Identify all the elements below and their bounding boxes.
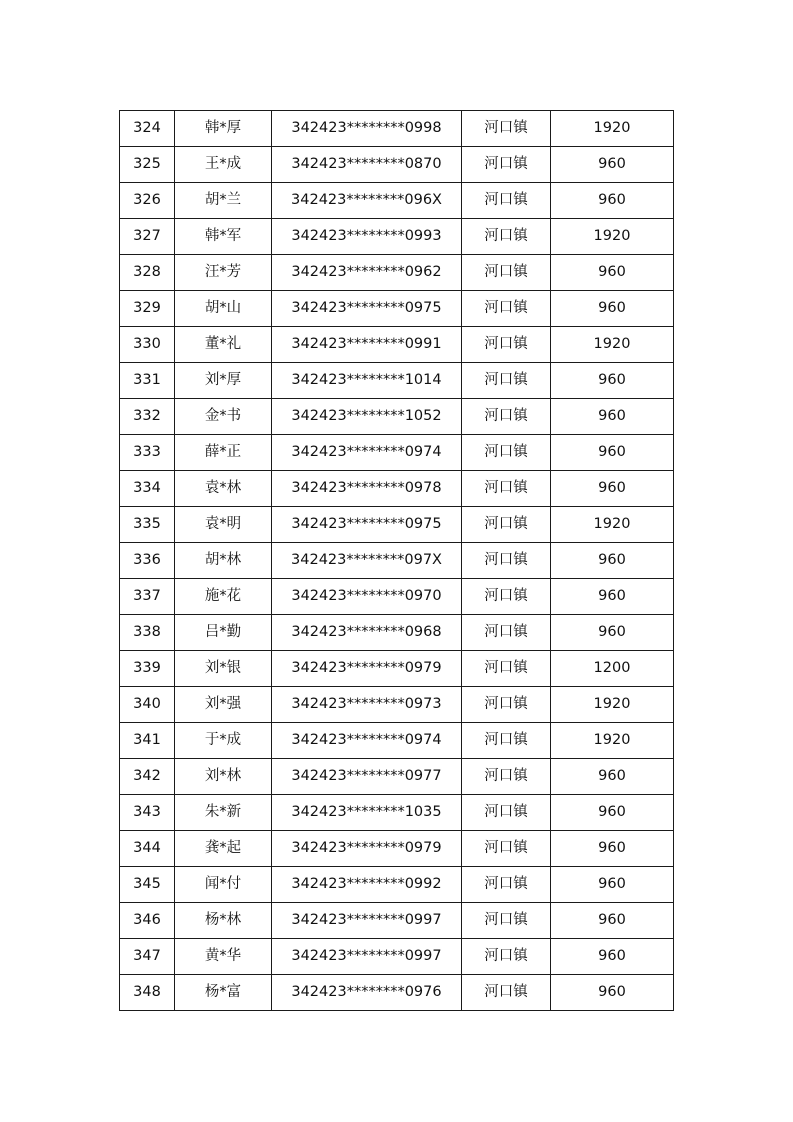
town-cell: 河口镇: [462, 795, 551, 831]
name-cell: 朱*新: [175, 795, 272, 831]
amount-cell: 960: [551, 543, 674, 579]
table-body: [120, 111, 674, 1011]
name-cell: 吕*勤: [175, 615, 272, 651]
name-cell: 于*成: [175, 723, 272, 759]
table-row: [120, 975, 674, 1011]
id-number-cell: 342423********0979: [272, 831, 462, 867]
name-cell: 韩*军: [175, 219, 272, 255]
town-cell: 河口镇: [462, 687, 551, 723]
id-number-cell: 342423********0977: [272, 759, 462, 795]
amount-cell: 960: [551, 615, 674, 651]
name-cell: 胡*林: [175, 543, 272, 579]
row-number-cell: 335: [120, 507, 175, 543]
amount-cell: 960: [551, 579, 674, 615]
row-number-cell: 333: [120, 435, 175, 471]
amount-cell: 1920: [551, 687, 674, 723]
amount-cell: 960: [551, 903, 674, 939]
table-row: [120, 363, 674, 399]
name-cell: 杨*富: [175, 975, 272, 1011]
id-number-cell: 342423********0968: [272, 615, 462, 651]
id-number-cell: 342423********0998: [272, 111, 462, 147]
row-number-cell: 346: [120, 903, 175, 939]
table-row: [120, 759, 674, 795]
id-number-cell: 342423********0974: [272, 435, 462, 471]
row-number-cell: 342: [120, 759, 175, 795]
town-cell: 河口镇: [462, 831, 551, 867]
table-row: [120, 147, 674, 183]
table-row: [120, 507, 674, 543]
town-cell: 河口镇: [462, 183, 551, 219]
row-number-cell: 344: [120, 831, 175, 867]
amount-cell: 960: [551, 255, 674, 291]
row-number-cell: 345: [120, 867, 175, 903]
amount-cell: 960: [551, 795, 674, 831]
town-cell: 河口镇: [462, 399, 551, 435]
town-cell: 河口镇: [462, 975, 551, 1011]
id-number-cell: 342423********0962: [272, 255, 462, 291]
table-row: [120, 939, 674, 975]
id-number-cell: 342423********0997: [272, 903, 462, 939]
name-cell: 胡*山: [175, 291, 272, 327]
row-number-cell: 331: [120, 363, 175, 399]
amount-cell: 960: [551, 975, 674, 1011]
town-cell: 河口镇: [462, 651, 551, 687]
town-cell: 河口镇: [462, 471, 551, 507]
table-row: [120, 615, 674, 651]
name-cell: 袁*明: [175, 507, 272, 543]
id-number-cell: 342423********1014: [272, 363, 462, 399]
town-cell: 河口镇: [462, 111, 551, 147]
name-cell: 刘*厚: [175, 363, 272, 399]
id-number-cell: 342423********0970: [272, 579, 462, 615]
table-row: [120, 687, 674, 723]
name-cell: 闻*付: [175, 867, 272, 903]
table-row: [120, 291, 674, 327]
table-row: [120, 183, 674, 219]
town-cell: 河口镇: [462, 759, 551, 795]
name-cell: 王*成: [175, 147, 272, 183]
table-row: [120, 399, 674, 435]
town-cell: 河口镇: [462, 867, 551, 903]
amount-cell: 960: [551, 759, 674, 795]
town-cell: 河口镇: [462, 579, 551, 615]
id-number-cell: 342423********0978: [272, 471, 462, 507]
table-row: [120, 471, 674, 507]
amount-cell: 960: [551, 471, 674, 507]
amount-cell: 1920: [551, 219, 674, 255]
name-cell: 汪*芳: [175, 255, 272, 291]
table-row: [120, 867, 674, 903]
amount-cell: 1920: [551, 111, 674, 147]
amount-cell: 960: [551, 183, 674, 219]
id-number-cell: 342423********0973: [272, 687, 462, 723]
town-cell: 河口镇: [462, 327, 551, 363]
row-number-cell: 343: [120, 795, 175, 831]
table-row: [120, 543, 674, 579]
row-number-cell: 329: [120, 291, 175, 327]
id-number-cell: 342423********097X: [272, 543, 462, 579]
row-number-cell: 327: [120, 219, 175, 255]
table-row: [120, 111, 674, 147]
amount-cell: 960: [551, 399, 674, 435]
amount-cell: 1920: [551, 507, 674, 543]
town-cell: 河口镇: [462, 507, 551, 543]
row-number-cell: 348: [120, 975, 175, 1011]
row-number-cell: 339: [120, 651, 175, 687]
id-number-cell: 342423********0992: [272, 867, 462, 903]
row-number-cell: 334: [120, 471, 175, 507]
town-cell: 河口镇: [462, 435, 551, 471]
town-cell: 河口镇: [462, 903, 551, 939]
row-number-cell: 347: [120, 939, 175, 975]
town-cell: 河口镇: [462, 219, 551, 255]
row-number-cell: 332: [120, 399, 175, 435]
name-cell: 施*花: [175, 579, 272, 615]
row-number-cell: 330: [120, 327, 175, 363]
name-cell: 刘*林: [175, 759, 272, 795]
amount-cell: 960: [551, 147, 674, 183]
id-number-cell: 342423********0979: [272, 651, 462, 687]
name-cell: 胡*兰: [175, 183, 272, 219]
row-number-cell: 337: [120, 579, 175, 615]
amount-cell: 960: [551, 939, 674, 975]
town-cell: 河口镇: [462, 363, 551, 399]
town-cell: 河口镇: [462, 939, 551, 975]
id-number-cell: 342423********0870: [272, 147, 462, 183]
row-number-cell: 325: [120, 147, 175, 183]
amount-cell: 960: [551, 435, 674, 471]
amount-cell: 960: [551, 363, 674, 399]
table-row: [120, 579, 674, 615]
town-cell: 河口镇: [462, 291, 551, 327]
table-row: [120, 327, 674, 363]
id-number-cell: 342423********0997: [272, 939, 462, 975]
name-cell: 薛*正: [175, 435, 272, 471]
amount-cell: 960: [551, 867, 674, 903]
town-cell: 河口镇: [462, 615, 551, 651]
id-number-cell: 342423********0974: [272, 723, 462, 759]
row-number-cell: 336: [120, 543, 175, 579]
table-row: [120, 795, 674, 831]
name-cell: 金*书: [175, 399, 272, 435]
row-number-cell: 326: [120, 183, 175, 219]
table-row: [120, 435, 674, 471]
name-cell: 韩*厚: [175, 111, 272, 147]
name-cell: 杨*林: [175, 903, 272, 939]
id-number-cell: 342423********0993: [272, 219, 462, 255]
town-cell: 河口镇: [462, 723, 551, 759]
id-number-cell: 342423********096X: [272, 183, 462, 219]
table-row: [120, 831, 674, 867]
name-cell: 董*礼: [175, 327, 272, 363]
name-cell: 黄*华: [175, 939, 272, 975]
town-cell: 河口镇: [462, 255, 551, 291]
table-row: [120, 651, 674, 687]
town-cell: 河口镇: [462, 147, 551, 183]
row-number-cell: 340: [120, 687, 175, 723]
id-number-cell: 342423********0991: [272, 327, 462, 363]
name-cell: 刘*银: [175, 651, 272, 687]
table-row: [120, 723, 674, 759]
amount-cell: 1920: [551, 327, 674, 363]
subsidy-roster-table: [119, 110, 674, 1011]
amount-cell: 1200: [551, 651, 674, 687]
name-cell: 袁*林: [175, 471, 272, 507]
amount-cell: 960: [551, 291, 674, 327]
row-number-cell: 338: [120, 615, 175, 651]
name-cell: 刘*强: [175, 687, 272, 723]
id-number-cell: 342423********1052: [272, 399, 462, 435]
id-number-cell: 342423********1035: [272, 795, 462, 831]
amount-cell: 960: [551, 831, 674, 867]
town-cell: 河口镇: [462, 543, 551, 579]
table-row: [120, 255, 674, 291]
id-number-cell: 342423********0975: [272, 291, 462, 327]
id-number-cell: 342423********0976: [272, 975, 462, 1011]
row-number-cell: 324: [120, 111, 175, 147]
id-number-cell: 342423********0975: [272, 507, 462, 543]
row-number-cell: 341: [120, 723, 175, 759]
table-row: [120, 219, 674, 255]
table-row: [120, 903, 674, 939]
amount-cell: 1920: [551, 723, 674, 759]
row-number-cell: 328: [120, 255, 175, 291]
name-cell: 龚*起: [175, 831, 272, 867]
